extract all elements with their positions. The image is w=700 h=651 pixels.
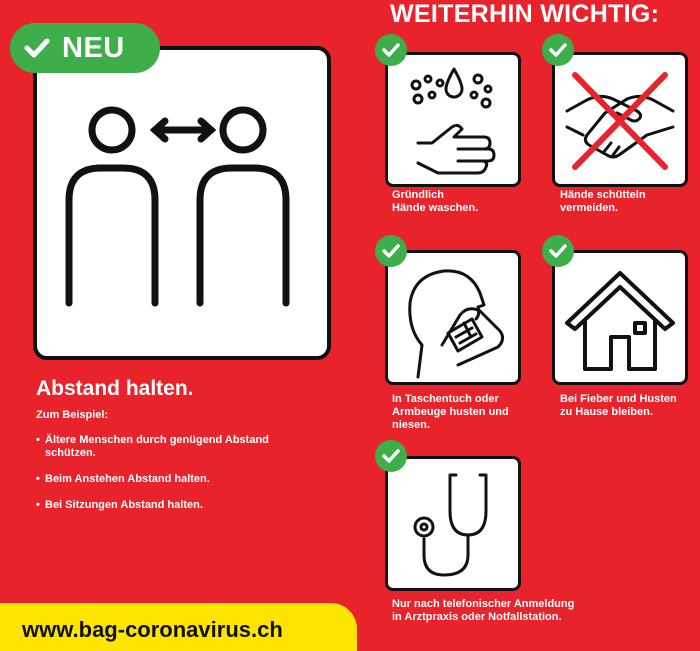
no-handshake-icon xyxy=(555,55,685,184)
list-item: • Bei Sitzungen Abstand halten. xyxy=(36,499,285,512)
house-icon xyxy=(555,253,685,382)
new-badge xyxy=(10,23,160,73)
new-badge-label: NEU xyxy=(62,31,125,64)
tip-caption: In Taschentuch oder Armbeuge husten und niesen. xyxy=(392,393,509,431)
hand-washing-icon xyxy=(388,55,518,184)
tip-caption: Bei Fieber und Husten zu Hause bleiben. xyxy=(560,393,677,418)
tip-card-hand-washing xyxy=(385,52,521,187)
checkmark-icon xyxy=(549,244,567,258)
tip-card-call-doctor xyxy=(385,456,521,591)
tip-card-stay-home xyxy=(552,250,688,385)
distance-illustration-card xyxy=(33,46,331,360)
checkmark-badge xyxy=(542,34,574,66)
checkmark-icon xyxy=(549,43,567,57)
tip-caption: Hände schütteln vermeiden. xyxy=(560,189,646,214)
headline: Abstand halten. xyxy=(36,377,194,400)
checkmark-badge xyxy=(375,440,407,472)
tip-card-no-handshake xyxy=(552,52,688,187)
list-item: • Beim Anstehen Abstand halten. xyxy=(36,473,285,486)
section-title: WEITERHIN WICHTIG: xyxy=(390,0,660,28)
checkmark-badge xyxy=(375,34,407,66)
tip-caption: Nur nach telefonischer Anmeldung in Arztpraxis oder Notfallstation. xyxy=(392,598,575,623)
checkmark-icon xyxy=(24,37,50,59)
list-item: • Ältere Menschen durch genügend Abstand schützen. xyxy=(36,434,285,460)
example-heading: Zum Beispiel: xyxy=(36,409,109,421)
keep-distance-icon xyxy=(37,50,327,356)
checkmark-icon xyxy=(382,449,400,463)
tip-caption: Gründlich Hände waschen. xyxy=(392,189,479,214)
example-list xyxy=(36,434,285,525)
tip-card-cough-into-elbow xyxy=(385,250,521,385)
website-link[interactable]: www.bag-coronavirus.ch xyxy=(22,617,283,642)
checkmark-icon xyxy=(382,244,400,258)
stethoscope-icon xyxy=(388,459,518,588)
checkmark-icon xyxy=(382,43,400,57)
cough-into-elbow-icon xyxy=(388,253,518,382)
checkmark-badge xyxy=(375,235,407,267)
checkmark-badge xyxy=(542,235,574,267)
